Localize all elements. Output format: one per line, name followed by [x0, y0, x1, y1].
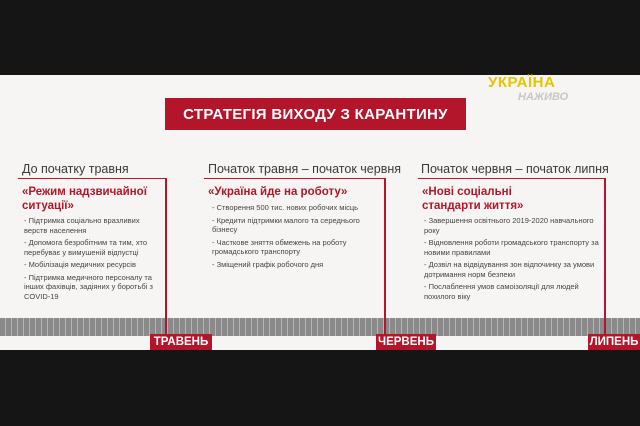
list-item: - Кредити підтримки малого та середнього бізнесу — [212, 215, 360, 234]
list-item: - Допомога безробітним та тим, хто перебуває у вимушеній відпустці — [24, 238, 148, 257]
list-item: - Завершення освітнього 2019-2020 навчального року — [424, 216, 594, 235]
page-title: СТРАТЕГІЯ ВИХОДУ З КАРАНТИНУ — [165, 98, 466, 130]
timeline-tick — [165, 178, 167, 336]
list-item: - Мобілізація медичних ресурсів — [24, 260, 136, 269]
phase-title-2: «Україна йде на роботу» — [208, 186, 348, 198]
period-heading-2: Початок травня – початок червня — [208, 162, 402, 176]
list-item: - Часткове зняття обмежень на роботу громадського транспорту — [212, 237, 347, 256]
channel-name: УКРАЇНА — [488, 74, 556, 91]
letterbox-bottom — [0, 350, 640, 426]
list-item: - Створення 500 тис. нових робочих місць — [212, 203, 359, 212]
month-label-july: ЛИПЕНЬ — [589, 336, 639, 348]
phase-card-2 — [204, 178, 385, 317]
phase-list-3 — [424, 216, 600, 304]
list-item: - Відновлення роботи громадського транспорту за новими правилами — [424, 238, 599, 257]
timeline-tick — [604, 178, 606, 336]
timeline-tick — [384, 178, 386, 336]
month-label-may: ТРАВЕНЬ — [150, 334, 212, 350]
phase-card-3 — [418, 178, 605, 317]
period-heading-1: До початку травня — [22, 162, 129, 176]
phase-list-1 — [24, 216, 162, 304]
phase-title-1: «Режим надзвичайної ситуації» — [22, 186, 147, 212]
list-item: - Дозвіл на відвідування зон відпочинку за умови дотримання норм безпеки — [424, 260, 595, 279]
period-heading-3: Початок червня – початок липня — [421, 162, 609, 176]
timeline-bar — [0, 318, 640, 336]
live-label: НАЖИВО — [518, 91, 569, 103]
phase-list-2 — [212, 203, 362, 272]
list-item: - Послаблення умов самоізоляції для людей похилого віку — [424, 282, 579, 301]
phase-title-3: «Нові соціальні стандарти життя» — [422, 186, 524, 212]
list-item: - Зміщений графік робочого дня — [212, 259, 324, 269]
channel-logo — [488, 74, 578, 108]
list-item: - Підтримка соціально вразливих верств населення — [24, 216, 140, 235]
phase-card-1 — [18, 178, 166, 317]
month-label-june: ЧЕРВЕНЬ — [376, 334, 436, 350]
letterbox-top — [0, 0, 640, 75]
list-item: - Підтримка медичного персоналу та інших фахівців, задіяних у боротьбі з COVID-19 — [24, 272, 153, 301]
